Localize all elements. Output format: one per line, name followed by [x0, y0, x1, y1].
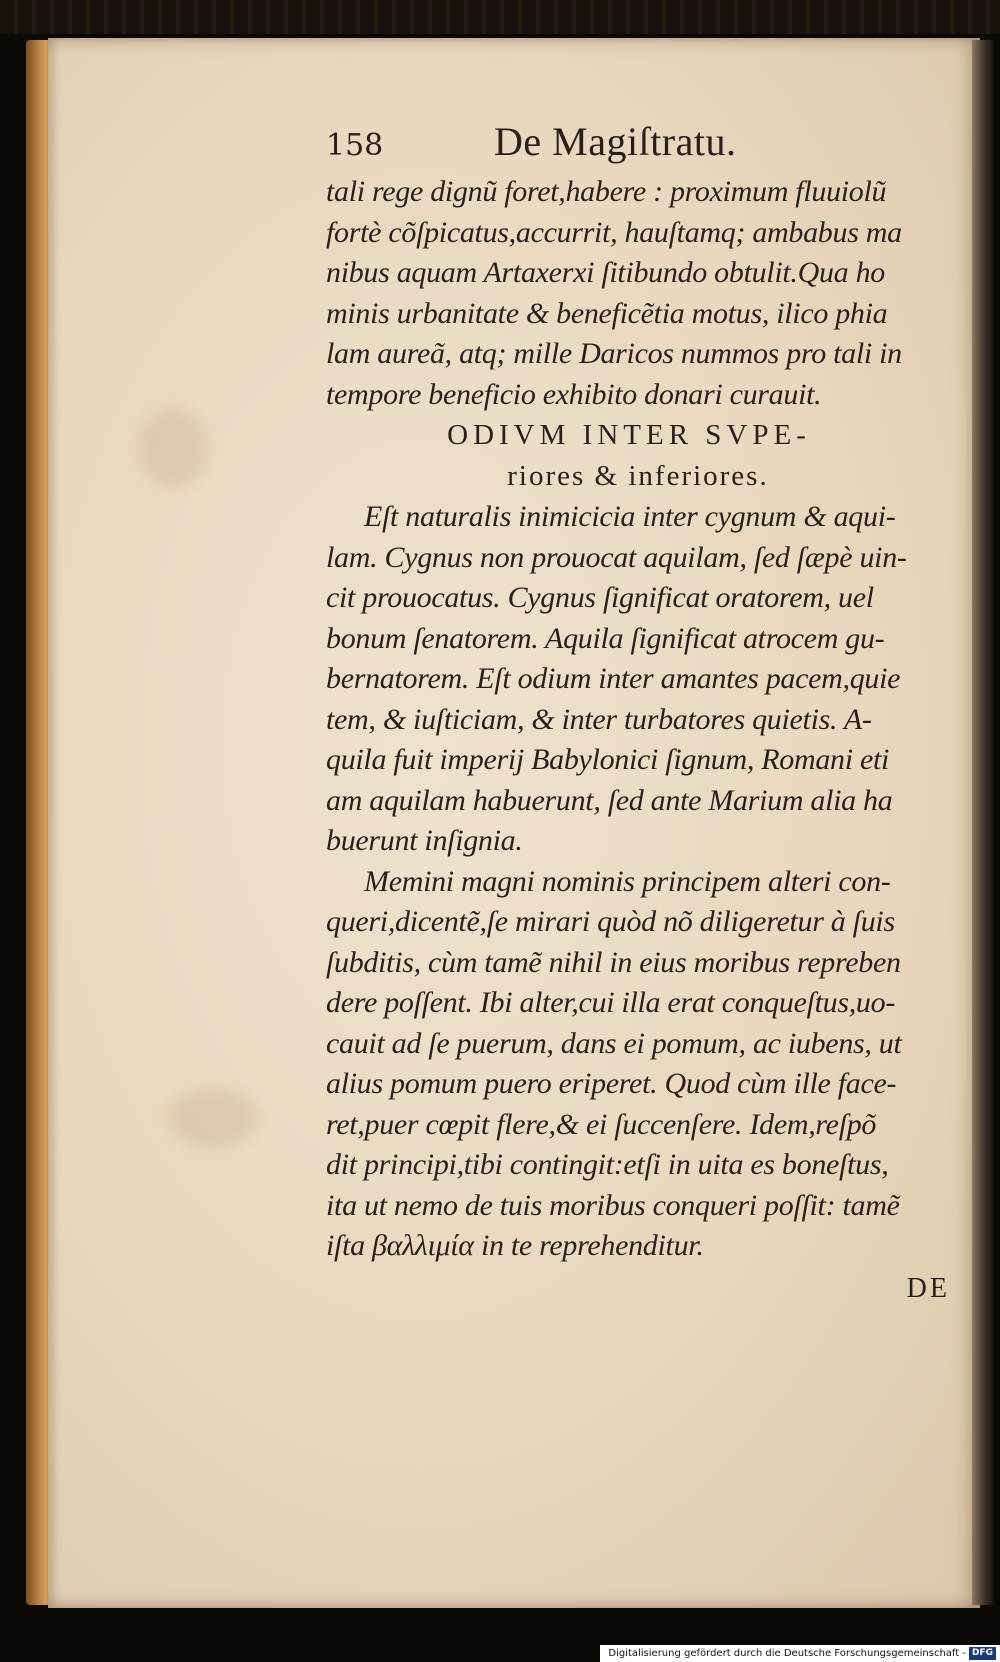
text-line: lam aureã, atq; mille Daricos nummos pro tali in: [326, 337, 902, 370]
text-line: queri,dicentẽ,ſe mirari quòd nõ diligeretur à ſuis: [326, 905, 895, 938]
page-text: [326, 118, 950, 1305]
text-line: minis urbanitate & beneficẽtia motus, ilico phia: [326, 296, 888, 330]
paragraph-2: [326, 497, 950, 862]
text-line: bernatorem. Eſt odium inter amantes pacem,quie: [326, 662, 901, 695]
running-head: De Magiſtratu.: [494, 119, 737, 164]
catchword: DE: [906, 1272, 950, 1304]
credit-text: Digitalisierung gefördert durch die Deutsche Forschungsgemeinschaft -: [608, 1648, 966, 1659]
text-line: nibus aquam Artaxerxi ſitibundo obtulit.Qua ho: [326, 256, 885, 289]
text-line: dit principi,tibi contingit:etſi in uita es boneſtus,: [326, 1148, 889, 1181]
page-gutter-edge: [972, 40, 994, 1605]
paragraph-3: [326, 862, 950, 1267]
text-line: alius pomum puero eriperet. Quod cùm ille face-: [326, 1067, 897, 1100]
dfg-logo-icon: DFG: [969, 1647, 996, 1660]
binding-strip: [0, 0, 1000, 34]
text-line: fortè cõſpicatus,accurrit, hauſtamq; ambabus ma: [326, 215, 902, 249]
heading-line: ODIVM INTER SVPE-: [447, 419, 811, 451]
text-line: cauit ad ſe puerum, dans ei pomum, ac iubens, ut: [326, 1026, 902, 1060]
heading-line: riores & inferiores.: [507, 460, 769, 492]
text-line: tali rege dignũ foret,habere : proximum fluuiolũ: [326, 175, 887, 208]
text-line: Memini magni nominis principem alteri con-: [364, 864, 891, 898]
text-line: lam. Cygnus non prouocat aquilam, ſed ſæpè uin-: [326, 540, 907, 574]
paper-stain: [138, 408, 208, 488]
section-heading: [326, 415, 950, 497]
text-line: ret,puer cœpit flere,& ei ſuccenſere. Idem,reſpõ: [326, 1107, 877, 1141]
page-number: 158: [326, 128, 384, 163]
text-line: iſta βαλλιμία in te reprehenditur.: [326, 1229, 704, 1262]
text-line: ita ut nemo de tuis moribus conqueri poſſit: tamẽ: [326, 1188, 900, 1222]
paper-stain: [168, 1088, 258, 1148]
text-line: dere poſſent. Ibi alter,cui illa erat conqueſtus,uo-: [326, 986, 896, 1019]
text-line: Eſt naturalis inimicicia inter cygnum & aqui-: [364, 500, 896, 533]
paragraph-1: [326, 172, 950, 415]
text-line: ſubditis, cùm tamẽ nihil in eius moribus repreben: [326, 945, 901, 979]
text-line: buerunt inſignia.: [326, 824, 523, 857]
text-line: bonum ſenatorem. Aquila ſignificat atrocem gu-: [326, 621, 885, 655]
text-line: tempore beneficio exhibito donari curauit.: [326, 377, 822, 411]
page-header: [326, 118, 950, 172]
text-line: am aquilam habuerunt, ſed ante Marium alia ha: [326, 783, 893, 817]
digitization-credit: [600, 1645, 1000, 1662]
text-line: quila fuit imperij Babylonici ſignum, Romani eti: [326, 743, 890, 776]
text-line: tem, & iuſticiam, & inter turbatores quietis. A-: [326, 702, 872, 736]
text-line: cit prouocatus. Cygnus ſignificat oratorem, uel: [326, 581, 874, 614]
